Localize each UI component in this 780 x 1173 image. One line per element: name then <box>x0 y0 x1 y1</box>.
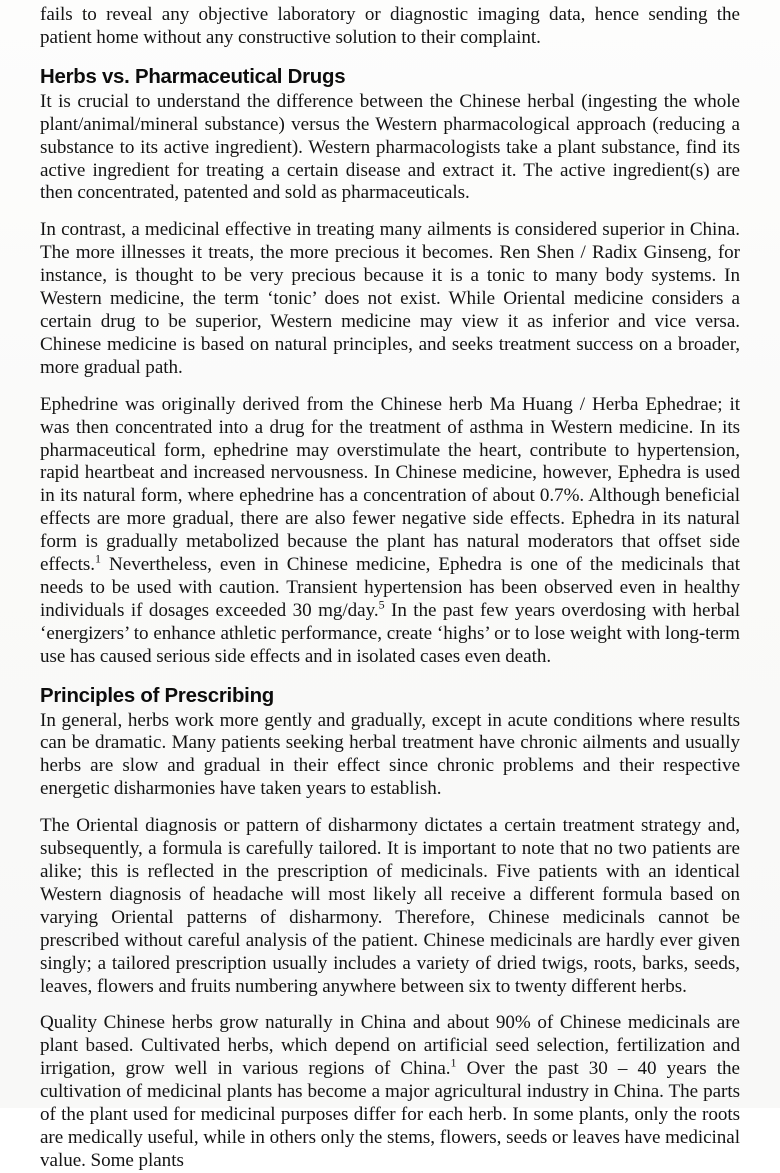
footnote-marker-1: 1 <box>95 551 101 566</box>
paragraph-herbs-gently-gradually: In general, herbs work more gently and gradually, except in acute conditions where results can be dramatic. Many patients seeking herbal treatment have chronic ailments and usually herbs are slow and gradual in their effect since chronic problems and their respective energetic disharmonies have taken years to establish. <box>40 709 740 800</box>
paragraph-continuation-top: fails to reveal any objective laboratory or diagnostic imaging data, hence sending the patient home without any constructive solution to their complaint. <box>40 4 740 48</box>
heading-principles-of-prescribing: Principles of Prescribing <box>40 684 274 707</box>
quality-herbs-segment-2: Over the past 30 – 40 years the cultivation of medicinal plants has become a major agricultural industry in China. The parts of the plant used for medicinal purposes differ for each herb. In some plants, only the roots are medically useful, while in others only the stems, flowers, seeds or leaves have medicinal value. Some plants <box>40 1058 740 1171</box>
paragraph-crucial-difference: It is crucial to understand the difference between the Chinese herbal (ingesting the whole plant/animal/mineral substance) versus the Western pharmacological approach (reducing a substance to its active ingredient). Western pharmacologists take a plant substance, find its active ingredient for treating a certain disease and extract it. The active ingredient(s) are then concentrated, patented and sold as pharmaceuticals. <box>40 90 740 204</box>
ephedrine-segment-2: Nevertheless, even in Chinese medicine, Ephedra is one of the medicinals that needs to be used with caution. Transient hypertension has been observed even in healthy individuals if dosages exceeded 30 mg/day. <box>40 554 740 621</box>
ephedrine-segment-3: In the past few years overdosing with herbal ‘energizers’ to enhance athletic performance, create ‘highs’ or to lose weight with long-term use has caused serious side effects and in isolated cases even death. <box>40 599 740 667</box>
footnote-marker-5: 5 <box>378 597 385 612</box>
quality-herbs-segment-1: Quality Chinese herbs grow naturally in China and about 90% of Chinese medicinals are plant based. Cultivated herbs, which depend on artificial seed selection, fertilization and irrigation, grow well in various regions of China. <box>40 1012 740 1080</box>
paragraph-quality-chinese-herbs <box>40 1012 740 1172</box>
heading-herbs-vs-pharmaceutical-drugs: Herbs vs. Pharmaceutical Drugs <box>40 65 346 88</box>
paragraph-oriental-diagnosis: The Oriental diagnosis or pattern of disharmony dictates a certain treatment strategy and, subsequently, a formula is carefully tailored. It is important to note that no two patients are alike; this is reflected in the prescription of medicinals. Five patients with an identical Western diagnosis of headache will most likely all receive a different formula based on varying Oriental patterns of disharmony. Therefore, Chinese medicinals cannot be prescribed without careful analysis of the patient. Chinese medicinals are hardly ever given singly; a tailored prescription usually includes a variety of dried twigs, roots, barks, seeds, leaves, flowers and fruits numbering anywhere between six to twenty different herbs. <box>40 815 740 997</box>
page-text-column <box>40 4 740 1173</box>
footnote-marker-1b: 1 <box>450 1055 457 1070</box>
ephedrine-segment-1: Ephedrine was originally derived from the Chinese herb Ma Huang / Herba Ephedrae; it was then concentrated into a drug for the treatment of asthma in Western medicine. In its pharmaceutical form, ephedrine may overstimulate the heart, contribute to hypertension, rapid heartbeat and increased nervousness. In Chinese medicine, however, Ephedra is used in its natural form, where ephedrine has a concentration of about 0.7%. Although beneficial effects are more gradual, there are also fewer negative side effects. Ephedra in its natural form is gradually metabolized because the plant has natural moderators that offset side effects. <box>40 393 740 576</box>
paragraph-ephedrine <box>40 394 740 669</box>
paragraph-medicinal-superior-china: In contrast, a medicinal effective in treating many ailments is considered superior in China. The more illnesses it treats, the more precious it becomes. Ren Shen / Radix Ginseng, for instance, is thought to be very precious because it is a tonic to many body systems. In Western medicine, the term ‘tonic’ does not exist. While Oriental medicine considers a certain drug to be superior, Western medicine may view it as inferior and vice versa. Chinese medicine is based on natural principles, and seeks treatment success on a broader, more gradual path. <box>40 219 740 378</box>
